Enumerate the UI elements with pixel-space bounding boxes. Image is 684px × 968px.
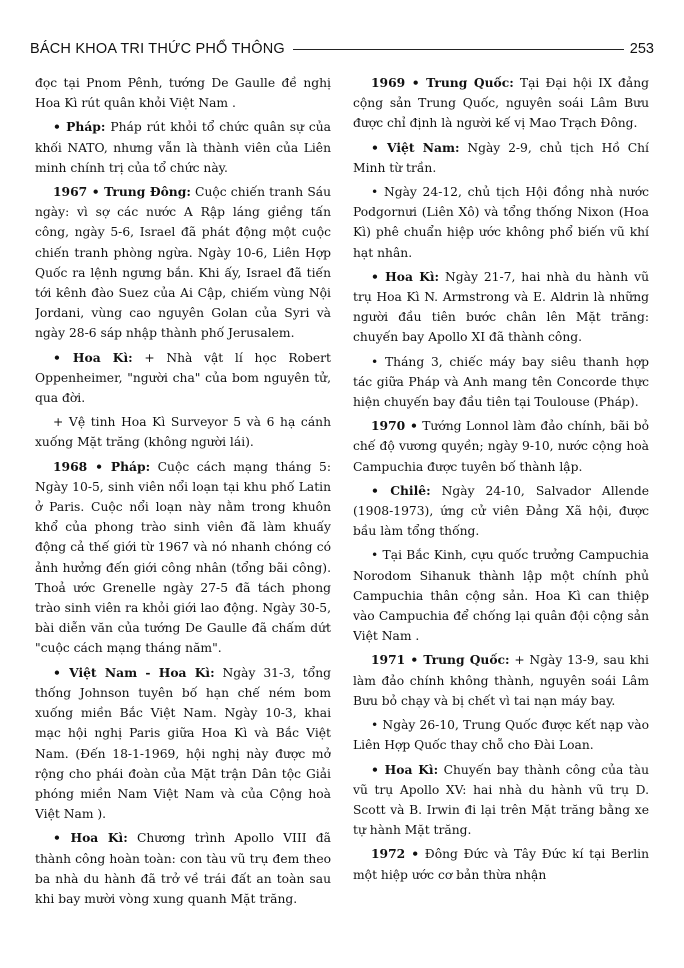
entry-lead: 1970 • bbox=[371, 418, 418, 434]
entry-lead: • Việt Nam: bbox=[371, 139, 460, 155]
entry-text: • Tháng 3, chiếc máy bay siêu thanh hợp tác giữa Pháp và Anh mang tên Concorde thực hiện chuyến bay đầu tiên tại Toulouse (Pháp). bbox=[353, 354, 649, 410]
entry-lead: • Pháp: bbox=[53, 119, 106, 135]
entry-text: Tại Đại hội IX đảng cộng sản Trung Quốc, nguyên soái Lâm Bưu được chỉ định là người kế vị Mao Trạch Đông. bbox=[353, 76, 649, 131]
paragraph bbox=[353, 352, 649, 413]
entry-lead: 1968 • Pháp: bbox=[53, 458, 151, 474]
paragraph bbox=[35, 828, 331, 909]
entry-text: Ngày 24-10, Salvador Allende (1908-1973), ứng cử viên Đảng Xã hội, được bầu làm tổng thống. bbox=[353, 483, 649, 539]
entry-text: Đông Đức và Tây Đức kí tại Berlin một hiệp ước cơ bản thừa nhận bbox=[353, 847, 649, 882]
paragraph bbox=[353, 650, 649, 711]
entry-text: Tướng Lonnol làm đảo chính, bãi bỏ chế độ vương quyền; ngày 9-10, nước cộng hoà Campuchia được tuyên bố thành lập. bbox=[353, 419, 649, 474]
entry-text: • Tại Bắc Kinh, cựu quốc trưởng Campuchia Norodom Sihanuk thành lập một chính phủ Campuchia thân cộng sản. Hoa Kì can thiệp vào Campuchia để chống lại quân đội cộng sản Việt Nam . bbox=[353, 548, 649, 644]
page-header bbox=[30, 38, 654, 60]
entry-lead: • Chilê: bbox=[371, 482, 431, 498]
entry-text: Chương trình Apollo VIII đã thành công hoàn toàn: con tàu vũ trụ đem theo ba nhà du hành đã trở về trái đất an toàn sau khi bay mười vòng xung quanh Mặt trăng. bbox=[35, 831, 331, 906]
paragraph bbox=[35, 457, 331, 659]
entry-text: Chuyến bay thành công của tàu vũ trụ Apollo XV: hai nhà du hành vũ trụ D. Scott và B. Irwin đi lại trên Mặt trăng bằng xe tự hành Mặt trăng. bbox=[353, 762, 649, 838]
entry-text: + Vệ tinh Hoa Kì Surveyor 5 và 6 hạ cánh xuống Mặt trăng (không người lái). bbox=[35, 415, 331, 450]
entry-text: + Nhà vật lí học Robert Oppenheimer, "người cha" của bom nguyên tử, qua đời. bbox=[35, 350, 331, 406]
paragraph bbox=[35, 663, 331, 825]
paragraph bbox=[353, 73, 649, 134]
paragraph bbox=[353, 545, 649, 646]
entry-lead: • Hoa Kì: bbox=[53, 830, 128, 846]
header-rule bbox=[293, 49, 624, 50]
page-number: 253 bbox=[629, 41, 654, 57]
paragraph bbox=[353, 182, 649, 263]
paragraph bbox=[35, 182, 331, 344]
entry-text: Cuộc chiến tranh Sáu ngày: vì sợ các nước A Rập láng giềng tấn công, ngày 5-6, Israel đã phát động một cuộc chiến tranh phòng ngừa. Ngày 10-6, Liên Hợp Quốc ra lệnh ngưng bắn. Khi ấy, Israel đã tiến tới kênh đào Suez của Ai Cập, chiếm vùng Nội Jordani, vùng cao nguyên Golan của Syri và ngày 28-6 sáp nhập thành phố Jerusalem. bbox=[35, 185, 331, 341]
paragraph bbox=[353, 760, 649, 841]
entry-text: đọc tại Pnom Pênh, tướng De Gaulle đề nghị Hoa Kì rút quân khỏi Việt Nam . bbox=[35, 76, 331, 111]
paragraph bbox=[353, 715, 649, 755]
paragraph bbox=[35, 348, 331, 409]
running-title: BÁCH KHOA TRI THỨC PHỔ THÔNG bbox=[30, 41, 285, 57]
entry-text: Ngày 31-3, tổng thống Johnson tuyên bố hạn chế ném bom xuống miền Bắc Việt Nam. Ngày 10-3, khai mạc hội nghị Paris giữa Hoa Kì và Bắc Việt Nam. (Đến 18-1-1969, hội nghị này được mở rộng cho phái đoàn của Mặt trận Dân tộc Giải phóng miền Nam Việt Nam và của Cộng hoà Việt Nam ). bbox=[35, 665, 331, 822]
text-columns bbox=[35, 73, 649, 953]
entry-lead: • Hoa Kì: bbox=[371, 761, 439, 777]
paragraph bbox=[35, 73, 331, 113]
entry-text: Ngày 21-7, hai nhà du hành vũ trụ Hoa Kì N. Armstrong và E. Aldrin là những người đầu tiên bước chân lên Mặt trăng: chuyến bay Apollo XI đã thành công. bbox=[353, 269, 649, 345]
entry-text: Cuộc cách mạng tháng 5: Ngày 10-5, sinh viên nổi loạn tại khu phố Latin ở Paris. Cuộc nổi loạn này nằm trong khuôn khổ của phong trào sinh viên đã làm khuấy động cả thế giới từ 1967 và nó nhanh chóng có ảnh hưởng đến giới công nhân (tổng bãi công). Thoả ước Grenelle ngày 27-5 đã tách phong trào sinh viên ra khỏi giới lao động. Ngày 30-5, bài diễn văn của tướng De Gaulle đã chấm dứt "cuộc cách mạng tháng năm". bbox=[35, 459, 331, 656]
entry-lead: • Việt Nam - Hoa Kì: bbox=[53, 664, 215, 680]
entry-text: Pháp rút khỏi tổ chức quân sự của khối NATO, nhưng vẫn là thành viên của Liên minh chính trị của tổ chức này. bbox=[35, 120, 331, 175]
entry-text: • Ngày 24-12, chủ tịch Hội đồng nhà nước Podgornưi (Liên Xô) và tổng thống Nixon (Hoa Kì) phê chuẩn hiệp ước không phổ biến vũ khí hạt nhân. bbox=[353, 185, 649, 260]
left-column bbox=[35, 73, 331, 953]
paragraph bbox=[35, 412, 331, 452]
entry-lead: 1969 • Trung Quốc: bbox=[371, 75, 514, 90]
paragraph bbox=[353, 844, 649, 884]
paragraph bbox=[353, 267, 649, 348]
paragraph bbox=[353, 138, 649, 178]
entry-lead: • Hoa Kì: bbox=[371, 268, 440, 284]
paragraph bbox=[35, 117, 331, 178]
entry-lead: • Hoa Kì: bbox=[53, 349, 133, 365]
entry-text: • Ngày 26-10, Trung Quốc được kết nạp vào Liên Hợp Quốc thay chỗ cho Đài Loan. bbox=[353, 718, 649, 753]
right-column bbox=[353, 73, 649, 953]
entry-text: Ngày 2-9, chủ tịch Hồ Chí Minh từ trần. bbox=[353, 140, 649, 175]
entry-lead: 1967 • Trung Đông: bbox=[53, 184, 191, 200]
entry-lead: 1971 • Trung Quốc: bbox=[371, 652, 510, 668]
paragraph bbox=[353, 481, 649, 542]
paragraph bbox=[353, 416, 649, 477]
entry-text: + Ngày 13-9, sau khi làm đảo chính không thành, nguyên soái Lâm Bưu bỏ chạy và bị chết vì tai nạn máy bay. bbox=[353, 653, 649, 708]
entry-lead: 1972 • bbox=[371, 846, 420, 862]
